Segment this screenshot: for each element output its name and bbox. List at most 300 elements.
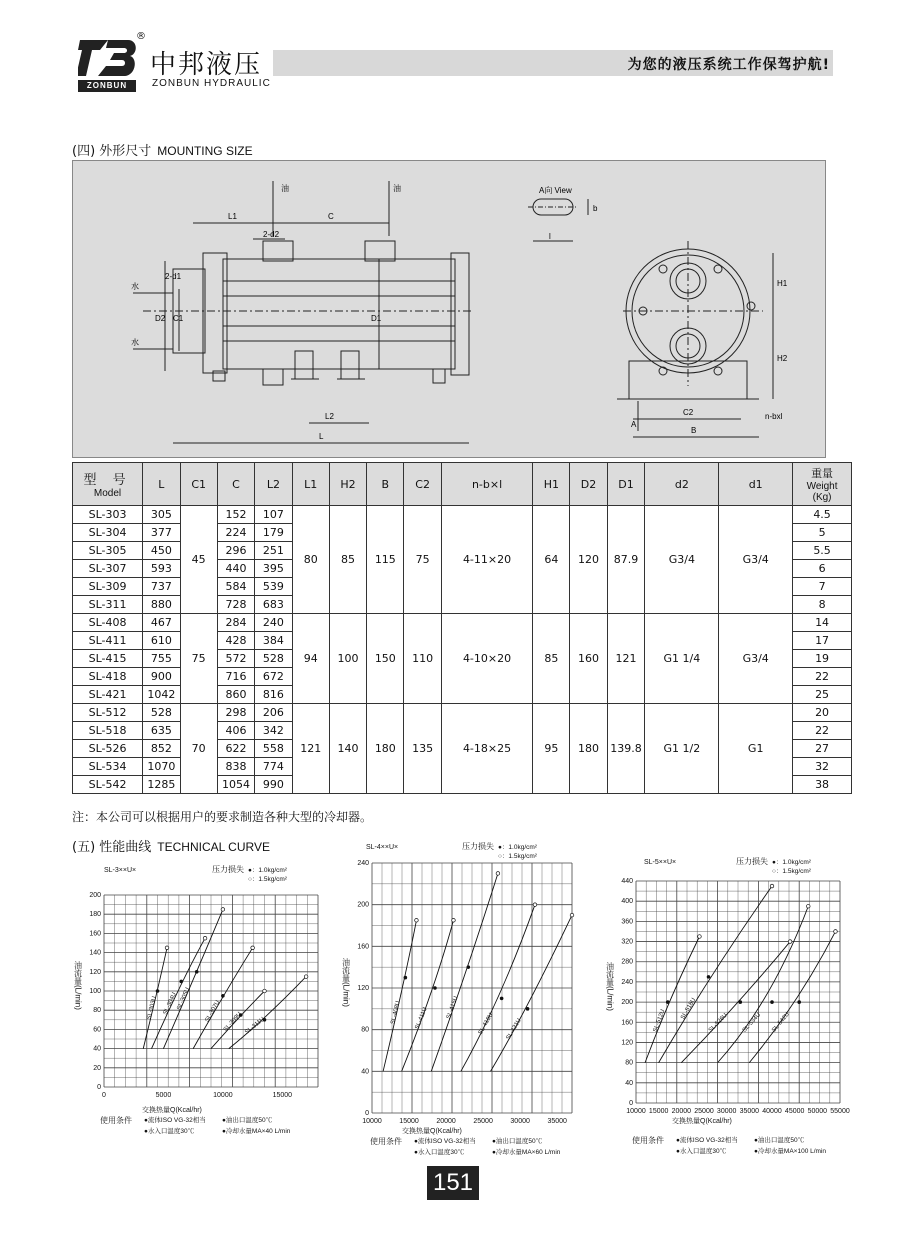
cell-weight: 4.5 [793, 506, 852, 524]
series-label: SL-304U [162, 991, 178, 1016]
x-tick-label: 15000 [648, 1108, 669, 1115]
x-tick-label: 55000 [830, 1108, 850, 1115]
cell-C: 838 [217, 758, 255, 776]
cell-C: 584 [217, 578, 255, 596]
cell-weight: 14 [793, 614, 852, 632]
series-point-open [203, 936, 207, 940]
cell-L2: 240 [255, 614, 292, 632]
series-point-filled [404, 976, 408, 980]
series-label: SL-526U [707, 1012, 729, 1034]
legend-filled: ●：1.0kg/cm² [248, 867, 287, 874]
condition-item: ●冷却水量MA×60 L/min [492, 1149, 561, 1156]
x-tick-label: 50000 [807, 1108, 828, 1115]
y-tick-label: 240 [357, 860, 369, 867]
conditions-label: 使用条件 [100, 1116, 132, 1125]
legend-open: ○：1.5kg/cm² [772, 868, 811, 875]
y-tick-label: 120 [357, 985, 369, 992]
page-number: 151 [427, 1166, 479, 1200]
cell-d1: G3/4 [719, 614, 793, 704]
series-label: SL-305U [176, 986, 192, 1011]
series-label: SL-534U [741, 1012, 763, 1034]
cell-L: 593 [143, 560, 181, 578]
x-tick-label: 10000 [626, 1108, 646, 1115]
label-A: A [631, 420, 637, 429]
y-tick-label: 160 [357, 943, 369, 951]
cell-L: 610 [143, 632, 181, 650]
cell-d1: G1 [719, 704, 793, 794]
cell-nbl: 4-18×25 [441, 704, 533, 794]
cell-d2: G1 1/4 [645, 614, 719, 704]
cell-model: SL-303 [73, 506, 143, 524]
cell-weight: 38 [793, 776, 852, 794]
chart-title: SL-4××U× [366, 844, 399, 851]
cell-C: 406 [217, 722, 255, 740]
series-point-filled [797, 1000, 801, 1004]
condition-item: ●流体ISO VG-32相当 [414, 1138, 476, 1145]
cell-H2: 140 [329, 704, 366, 794]
cell-L: 880 [143, 596, 181, 614]
brand-name-en: ZONBUN HYDRAULIC [152, 78, 271, 89]
cell-L: 1285 [143, 776, 181, 794]
x-tick-label: 35000 [547, 1118, 567, 1125]
label-water-2: 水 [131, 338, 139, 347]
x-tick-label: 30000 [510, 1118, 530, 1125]
y-tick-label: 240 [621, 978, 633, 986]
header-C1: C1 [180, 463, 217, 506]
series-point-filled [738, 1000, 742, 1004]
series-line [749, 931, 835, 1062]
series-label: SL-311U [244, 1016, 267, 1036]
series-point-open [533, 903, 537, 907]
cell-C2: 110 [404, 614, 441, 704]
cell-model: SL-421 [73, 686, 143, 704]
x-tick-label: 0 [102, 1092, 106, 1099]
y-tick-label: 40 [361, 1068, 369, 1076]
label-C1: C1 [173, 314, 184, 323]
series-point-open [251, 946, 255, 950]
label-b: b [593, 204, 598, 213]
registered-mark: ® [136, 31, 146, 42]
cell-H1: 64 [533, 506, 570, 614]
y-axis-label: 油流量(L/min) [605, 962, 615, 1011]
cell-L2: 107 [255, 506, 292, 524]
y-tick-label: 0 [629, 1100, 633, 1107]
series-line [402, 920, 454, 1071]
legend-label: 压力损失 [212, 865, 244, 874]
series-point-filled [179, 980, 183, 984]
series-label: SL-421U [505, 1017, 523, 1042]
cell-B: 150 [367, 614, 404, 704]
cell-model: SL-411 [73, 632, 143, 650]
header-weight: 重量 Weight (Kg) [793, 463, 852, 506]
condition-item: ●水入口温度30℃ [676, 1148, 727, 1155]
cell-weight: 22 [793, 722, 852, 740]
series-point-open [806, 904, 810, 908]
series-point-filled [156, 989, 160, 993]
cell-L: 1042 [143, 686, 181, 704]
header-H2: H2 [329, 463, 366, 506]
cell-D1: 121 [607, 614, 645, 704]
y-tick-label: 80 [361, 1026, 369, 1034]
cell-L2: 774 [255, 758, 292, 776]
x-axis-label: 交换热量Q(Kcal/hr) [402, 1128, 462, 1135]
y-tick-label: 160 [89, 930, 101, 938]
cell-L2: 528 [255, 650, 292, 668]
cell-weight: 32 [793, 758, 852, 776]
cell-L: 755 [143, 650, 181, 668]
cell-L1: 94 [292, 614, 329, 704]
series-label: SL-512U [652, 1008, 667, 1034]
label-D1: D1 [371, 314, 382, 323]
cell-H2: 100 [329, 614, 366, 704]
series-point-open [770, 884, 774, 888]
x-tick-label: 40000 [762, 1108, 782, 1115]
cell-weight: 27 [793, 740, 852, 758]
x-tick-label: 10000 [362, 1118, 382, 1125]
x-axis-label: 交换热量Q(Kcal/hr) [142, 1107, 202, 1114]
cell-C: 440 [217, 560, 255, 578]
cell-weight: 5 [793, 524, 852, 542]
header-D1: D1 [607, 463, 645, 506]
y-tick-label: 80 [93, 1007, 101, 1015]
legend-filled: ●：1.0kg/cm² [772, 859, 811, 866]
cell-L2: 384 [255, 632, 292, 650]
cell-d1: G3/4 [719, 506, 793, 614]
cell-nbl: 4-11×20 [441, 506, 533, 614]
x-tick-label: 10000 [213, 1092, 233, 1099]
cell-L2: 342 [255, 722, 292, 740]
series-line [718, 906, 809, 1062]
cell-C: 622 [217, 740, 255, 758]
header-d2: d2 [645, 463, 719, 506]
condition-item: ●水入口温度30℃ [144, 1128, 195, 1135]
series-point-open [834, 930, 838, 934]
series-point-open [698, 935, 702, 939]
cell-L1: 121 [292, 704, 329, 794]
series-point-open [496, 872, 500, 876]
chart-1 [74, 864, 319, 1135]
y-tick-label: 140 [89, 949, 101, 957]
header-nbl: n-b×l [441, 463, 533, 506]
cell-weight: 17 [793, 632, 852, 650]
series-point-filled [466, 965, 470, 969]
series-label: SL-542U [771, 1011, 791, 1034]
cell-C: 298 [217, 704, 255, 722]
cell-D2: 180 [570, 704, 607, 794]
label-a-view: A向 View [539, 186, 572, 195]
cell-H1: 85 [533, 614, 570, 704]
series-point-filled [500, 997, 504, 1001]
cell-C2: 135 [404, 704, 441, 794]
cell-L2: 672 [255, 668, 292, 686]
section5-title-en: TECHNICAL CURVE [157, 840, 270, 854]
label-water-1: 水 [131, 282, 139, 291]
series-point-open [452, 918, 456, 922]
cell-L: 900 [143, 668, 181, 686]
y-tick-label: 0 [97, 1084, 101, 1091]
cell-d2: G3/4 [645, 506, 719, 614]
chart-title: SL-5××U× [644, 859, 677, 866]
cell-C2: 75 [404, 506, 441, 614]
y-tick-label: 120 [621, 1039, 633, 1047]
cell-model: SL-418 [73, 668, 143, 686]
cell-model: SL-305 [73, 542, 143, 560]
series-line [659, 886, 772, 1063]
label-L: L [319, 432, 324, 441]
series-line [163, 909, 222, 1048]
legend-filled: ●：1.0kg/cm² [498, 844, 537, 851]
series-label: SL-303U [146, 995, 159, 1021]
series-point-open [304, 975, 308, 979]
cell-L2: 539 [255, 578, 292, 596]
conditions-label: 使用条件 [370, 1137, 402, 1146]
conditions-label: 使用条件 [632, 1136, 664, 1145]
cell-C: 152 [217, 506, 255, 524]
series-label: SL-307U [204, 999, 222, 1024]
x-tick-label: 25000 [694, 1108, 714, 1115]
x-tick-label: 15000 [399, 1118, 419, 1125]
condition-item: ●油出口温度50℃ [492, 1138, 543, 1145]
cell-C: 1054 [217, 776, 255, 794]
x-tick-label: 15000 [272, 1092, 293, 1099]
cell-L: 467 [143, 614, 181, 632]
cell-C: 860 [217, 686, 255, 704]
series-point-open [570, 913, 574, 917]
cell-C: 728 [217, 596, 255, 614]
series-point-filled [433, 986, 437, 990]
chart-3 [606, 856, 850, 1155]
y-tick-label: 180 [89, 911, 101, 919]
cell-model: SL-408 [73, 614, 143, 632]
cell-C1: 75 [180, 614, 217, 704]
cell-C: 572 [217, 650, 255, 668]
cell-L: 1070 [143, 758, 181, 776]
y-tick-label: 60 [93, 1026, 101, 1034]
condition-item: ●水入口温度30℃ [414, 1149, 465, 1156]
cell-C1: 70 [180, 704, 217, 794]
chart-2 [342, 841, 574, 1156]
chart-title: SL-3××U× [104, 867, 137, 874]
cell-L: 450 [143, 542, 181, 560]
series-label: SL-309U [222, 1011, 244, 1034]
y-tick-label: 400 [621, 898, 633, 906]
cell-weight: 20 [793, 704, 852, 722]
cell-weight: 25 [793, 686, 852, 704]
section5-title-cn: (五) 性能曲线 [72, 840, 152, 855]
header-L2: L2 [255, 463, 292, 506]
y-tick-label: 360 [621, 918, 633, 926]
series-label: SL-411U [414, 1006, 429, 1031]
series-line [152, 938, 206, 1048]
y-tick-label: 200 [357, 901, 369, 909]
legend-label: 压力损失 [736, 857, 768, 866]
series-line [229, 977, 306, 1049]
cell-C1: 45 [180, 506, 217, 614]
y-axis-label: 油流量(L/min) [73, 961, 83, 1010]
cell-C: 428 [217, 632, 255, 650]
cell-D1: 87.9 [607, 506, 645, 614]
cell-weight: 7 [793, 578, 852, 596]
label-H2: H2 [777, 354, 788, 363]
series-label: SL-418U [477, 1012, 495, 1036]
legend-open: ○：1.5kg/cm² [498, 853, 537, 860]
cell-L: 737 [143, 578, 181, 596]
header-D2: D2 [570, 463, 607, 506]
x-tick-label: 20000 [671, 1108, 692, 1115]
label-C: C [328, 212, 334, 221]
header-H1: H1 [533, 463, 570, 506]
cell-L2: 683 [255, 596, 292, 614]
cell-L: 635 [143, 722, 181, 740]
series-point-filled [707, 975, 711, 979]
label-B: B [691, 426, 697, 435]
series-label: SL-415U [446, 995, 460, 1020]
cell-weight: 6 [793, 560, 852, 578]
y-axis-label: 油流量(L/min) [341, 958, 351, 1007]
condition-item: ●冷却水量MA×40 L/min [222, 1128, 291, 1135]
condition-item: ●冷却水量MA×100 L/min [754, 1148, 827, 1155]
y-tick-label: 100 [89, 988, 101, 995]
header-L1: L1 [292, 463, 329, 506]
header-model: 型 号 Model [73, 463, 143, 506]
cell-model: SL-309 [73, 578, 143, 596]
cell-H2: 85 [329, 506, 366, 614]
cell-model: SL-307 [73, 560, 143, 578]
section-title-en: MOUNTING SIZE [157, 144, 253, 158]
label-D2: D2 [155, 314, 166, 323]
x-tick-label: 30000 [716, 1108, 737, 1115]
cell-L: 377 [143, 524, 181, 542]
y-tick-label: 0 [365, 1110, 369, 1117]
cell-L2: 558 [255, 740, 292, 758]
x-tick-label: 35000 [739, 1108, 760, 1115]
label-oil-2: 油 [393, 184, 401, 193]
cell-L2: 251 [255, 542, 292, 560]
x-tick-label: 25000 [473, 1118, 493, 1125]
y-tick-label: 280 [621, 958, 633, 966]
cell-model: SL-311 [73, 596, 143, 614]
cell-L2: 206 [255, 704, 292, 722]
series-line [431, 873, 498, 1071]
condition-item: ●流体ISO VG-32相当 [676, 1137, 738, 1144]
cell-model: SL-542 [73, 776, 143, 794]
cell-L2: 990 [255, 776, 292, 794]
x-tick-label: 45000 [784, 1108, 805, 1115]
series-point-open [263, 989, 267, 993]
cell-weight: 5.5 [793, 542, 852, 560]
cell-H1: 95 [533, 704, 570, 794]
cell-D1: 139.8 [607, 704, 645, 794]
label-L2: L2 [325, 412, 334, 421]
cell-model: SL-512 [73, 704, 143, 722]
label-2-d1: 2-d1 [165, 272, 182, 281]
slogan: 为您的液压系统工作保驾护航! [627, 57, 830, 73]
cell-model: SL-304 [73, 524, 143, 542]
header-L: L [143, 463, 181, 506]
series-point-filled [221, 994, 225, 998]
cell-d2: G1 1/2 [645, 704, 719, 794]
legend-label: 压力损失 [462, 842, 494, 851]
y-tick-label: 80 [625, 1059, 633, 1067]
cell-D2: 160 [570, 614, 607, 704]
series-line [193, 948, 252, 1049]
cell-L2: 816 [255, 686, 292, 704]
brand-name-cn: 中邦液压 [150, 50, 263, 80]
cell-L2: 395 [255, 560, 292, 578]
cell-model: SL-534 [73, 758, 143, 776]
cell-B: 180 [367, 704, 404, 794]
series-line [491, 915, 572, 1071]
condition-item: ●流体ISO VG-32相当 [144, 1117, 206, 1124]
cell-L: 528 [143, 704, 181, 722]
header-d1: d1 [719, 463, 793, 506]
label-l: l [549, 232, 551, 241]
cell-weight: 19 [793, 650, 852, 668]
series-point-open [165, 946, 169, 950]
label-n-bxl: n-bxl [765, 412, 783, 421]
cell-C: 296 [217, 542, 255, 560]
logo-tag: ZONBUN [78, 80, 136, 92]
cell-model: SL-415 [73, 650, 143, 668]
series-point-open [788, 940, 792, 944]
cell-B: 115 [367, 506, 404, 614]
x-tick-label: 20000 [436, 1118, 456, 1125]
series-point-filled [666, 1000, 670, 1004]
label-C2: C2 [683, 408, 694, 417]
legend-open: ○：1.5kg/cm² [248, 876, 287, 883]
cell-L: 305 [143, 506, 181, 524]
label-oil-1: 油 [281, 184, 289, 193]
cell-model: SL-518 [73, 722, 143, 740]
x-tick-label: 5000 [155, 1092, 172, 1099]
y-tick-label: 40 [625, 1079, 633, 1087]
cell-D2: 120 [570, 506, 607, 614]
note-text: 注：本公司可以根据用户的要求制造各种大型的冷却器。 [72, 810, 373, 824]
cell-C: 284 [217, 614, 255, 632]
y-tick-label: 320 [621, 938, 633, 946]
header-C2: C2 [404, 463, 441, 506]
cell-C: 224 [217, 524, 255, 542]
series-point-open [221, 908, 225, 912]
label-H1: H1 [777, 279, 788, 288]
series-label: SL-518U [680, 997, 698, 1021]
y-tick-label: 200 [621, 999, 633, 1007]
cell-C: 716 [217, 668, 255, 686]
section-title-cn: (四) 外形尺寸 [72, 144, 152, 159]
header-B: B [367, 463, 404, 506]
y-tick-label: 40 [93, 1045, 101, 1053]
series-line [383, 920, 416, 1071]
y-tick-label: 440 [621, 878, 633, 885]
series-point-filled [195, 970, 199, 974]
cell-model: SL-526 [73, 740, 143, 758]
cell-nbl: 4-10×20 [441, 614, 533, 704]
label-2-d2: 2-d2 [263, 230, 280, 239]
cell-weight: 22 [793, 668, 852, 686]
x-axis-label: 交换热量Q(Kcal/hr) [672, 1118, 732, 1125]
cell-L2: 179 [255, 524, 292, 542]
series-point-open [415, 918, 419, 922]
cell-L: 852 [143, 740, 181, 758]
header-C: C [217, 463, 255, 506]
label-L1: L1 [228, 212, 237, 221]
y-tick-label: 200 [89, 892, 101, 899]
condition-item: ●油出口温度50℃ [222, 1117, 273, 1124]
cell-L1: 80 [292, 506, 329, 614]
series-label: SL-408U [390, 1000, 402, 1025]
series-point-filled [770, 1000, 774, 1004]
y-tick-label: 160 [621, 1019, 633, 1027]
